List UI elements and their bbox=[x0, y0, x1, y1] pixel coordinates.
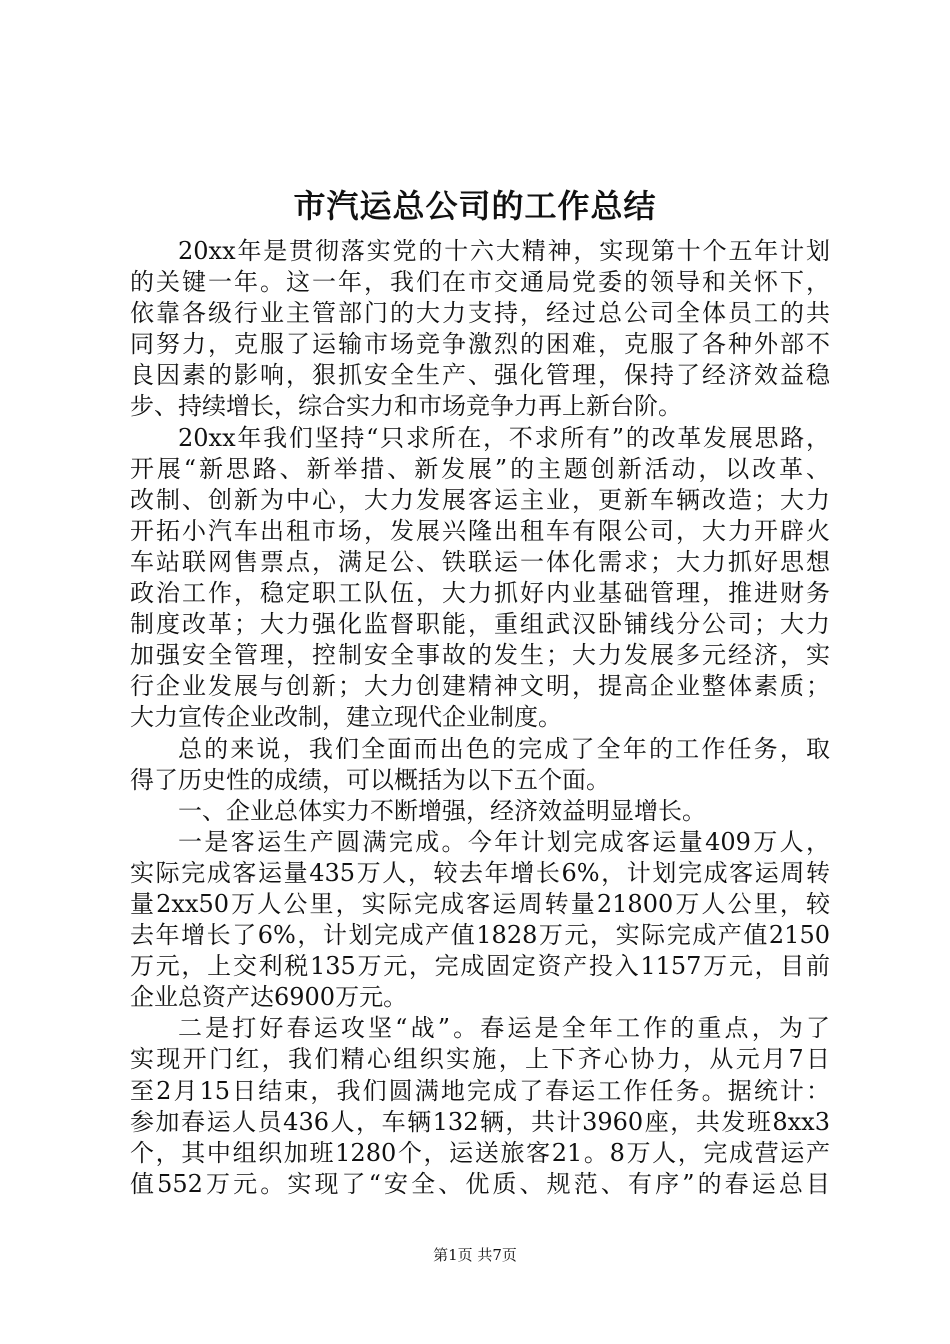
text-line: 一、企业总体实力不断增强，经济效益明显增长。 bbox=[178, 796, 706, 825]
text-line: 车站联网售票点，满足公、铁联运一体化需求；大力抓好思想 bbox=[130, 547, 830, 576]
text-line: 得了历史性的成绩，可以概括为以下五个面。 bbox=[130, 765, 610, 794]
text-line: 值552万元。实现了“安全、优质、规范、有序”的春运总目 bbox=[130, 1169, 830, 1198]
text-line: 制度改革；大力强化监督职能，重组武汉卧铺线分公司；大力 bbox=[130, 610, 830, 639]
text-line: 良因素的影响，狠抓安全生产、强化管理，保持了经济效益稳 bbox=[130, 361, 830, 390]
text-line: 企业总资产达6900万元。 bbox=[130, 983, 408, 1012]
text-line: 改制、创新为中心，大力发展客运主业，更新车辆改造；大力 bbox=[130, 485, 830, 514]
text-line: 至2月15日结束，我们圆满地完成了春运工作任务。据统计： bbox=[130, 1076, 830, 1105]
text-line: 总的来说，我们全面而出色的完成了全年的工作任务，取 bbox=[178, 734, 830, 763]
text-line: 量2xx50万人公里，实际完成客运周转量21800万人公里，较 bbox=[130, 889, 830, 918]
text-line: 实际完成客运量435万人，较去年增长6%，计划完成客运周转 bbox=[130, 858, 830, 887]
text-line: 大力宣传企业改制，建立现代企业制度。 bbox=[130, 703, 562, 732]
text-line: 开展“新思路、新举措、新发展”的主题创新活动，以改革、 bbox=[130, 454, 830, 483]
text-line: 万元，上交利税135万元，完成固定资产投入1157万元，目前 bbox=[130, 952, 830, 981]
text-line: 依靠各级行业主管部门的大力支持，经过总公司全体员工的共 bbox=[130, 299, 830, 328]
text-line: 20xx年我们坚持“只求所在，不求所有”的改革发展思路， bbox=[178, 423, 830, 452]
page-footer: 第1页 共7页 bbox=[433, 1246, 517, 1264]
document-title: 市汽运总公司的工作总结 bbox=[293, 187, 657, 225]
text-line: 政治工作，稳定职工队伍，大力抓好内业基础管理，推进财务 bbox=[130, 579, 830, 608]
text-line: 参加春运人员436人，车辆132辆，共计3960座，共发班8xx3 bbox=[130, 1107, 830, 1136]
text-line: 20xx年是贯彻落实党的十六大精神，实现第十个五年计划 bbox=[178, 237, 830, 265]
document-body bbox=[130, 236, 830, 1200]
text-line: 步、持续增长，综合实力和市场竞争力再上新台阶。 bbox=[130, 392, 682, 421]
text-line: 开拓小汽车出租市场，发展兴隆出租车有限公司，大力开辟火 bbox=[130, 516, 830, 545]
text-line: 实现开门红，我们精心组织实施，上下齐心协力，从元月7日 bbox=[130, 1045, 830, 1074]
text-line: 的关键一年。这一年，我们在市交通局党委的领导和关怀下， bbox=[130, 268, 830, 297]
text-line: 同努力，克服了运输市场竞争激烈的困难，克服了各种外部不 bbox=[130, 330, 830, 359]
text-line: 一是客运生产圆满完成。今年计划完成客运量409万人， bbox=[178, 827, 830, 856]
text-line: 个，其中组织加班1280个，运送旅客21。8万人，完成营运产 bbox=[130, 1138, 830, 1167]
text-line: 加强安全管理，控制安全事故的发生；大力发展多元经济，实 bbox=[130, 641, 830, 670]
text-line: 行企业发展与创新；大力创建精神文明，提高企业整体素质； bbox=[130, 672, 830, 701]
text-line: 二是打好春运攻坚“战”。春运是全年工作的重点，为了 bbox=[178, 1014, 830, 1043]
text-line: 去年增长了6%，计划完成产值1828万元，实际完成产值2150 bbox=[130, 921, 830, 950]
